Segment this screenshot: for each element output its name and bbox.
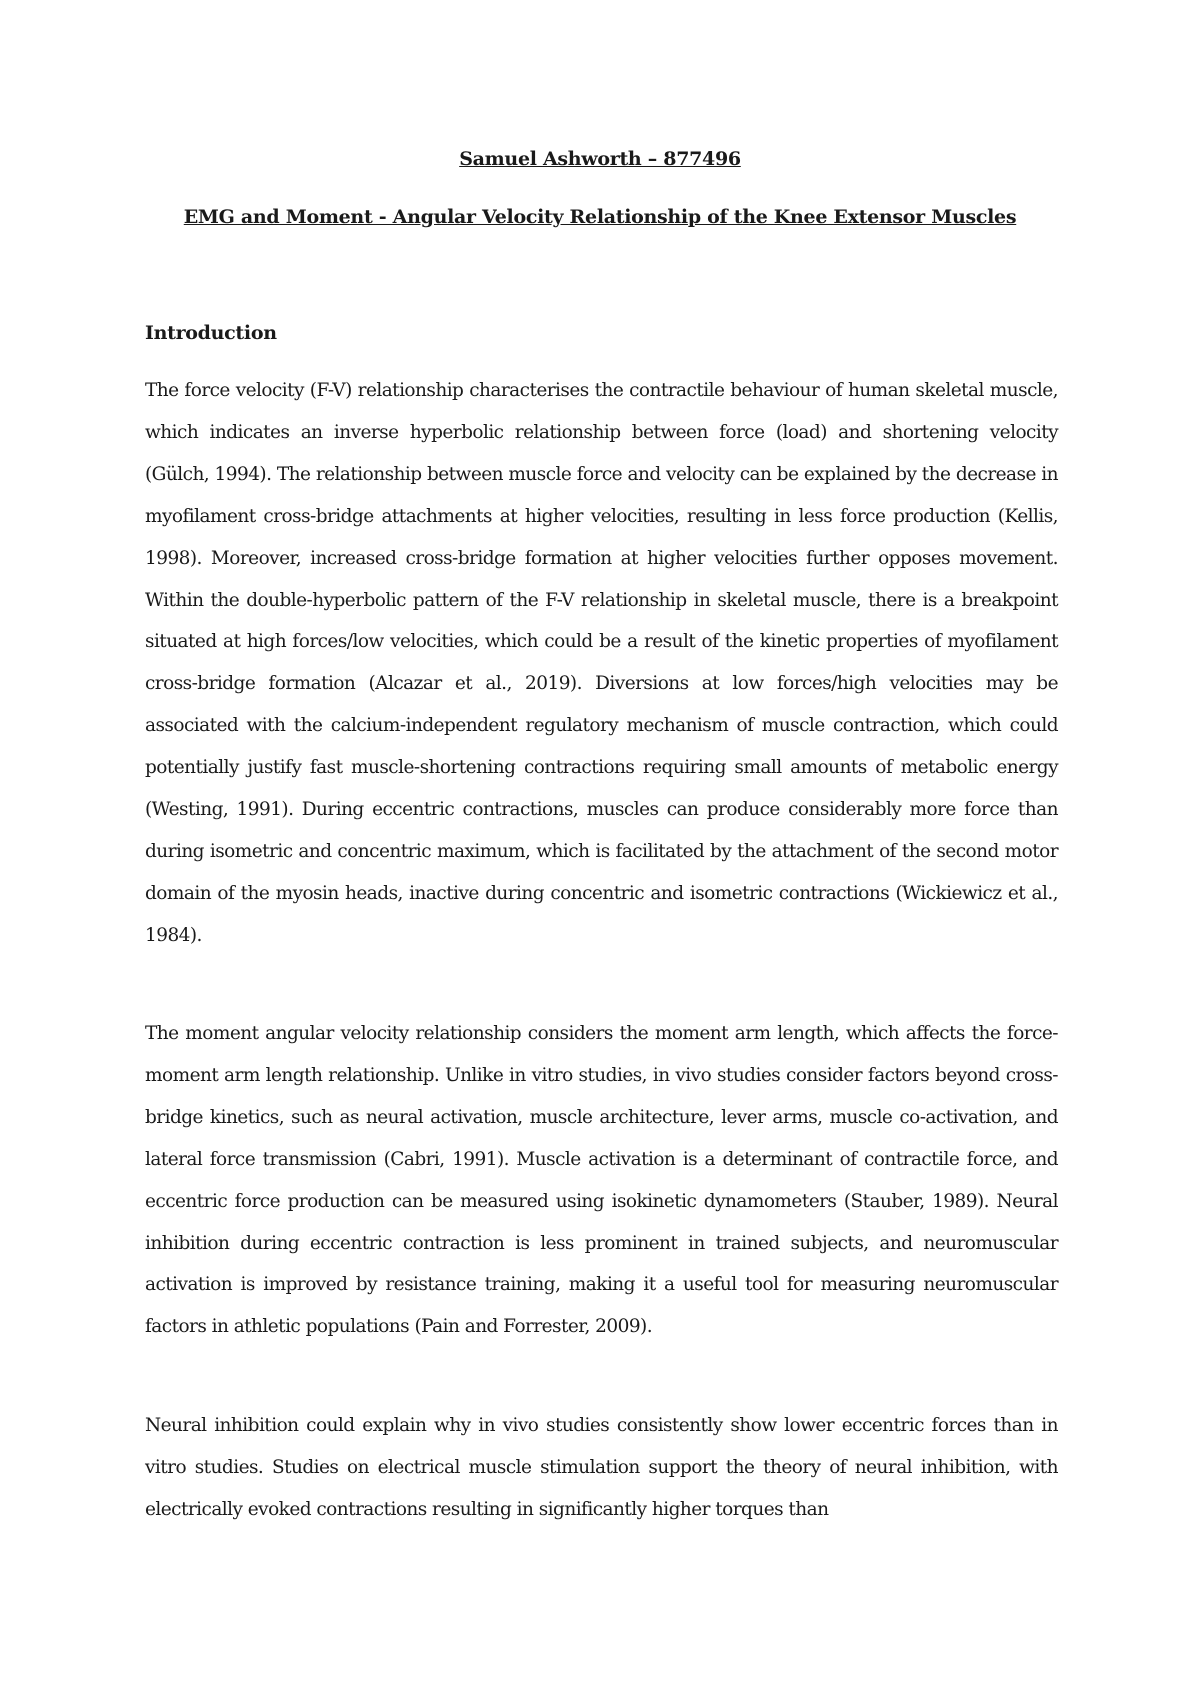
author-line: Samuel Ashworth – 877496 bbox=[459, 148, 741, 170]
paragraph-3: Neural inhibition could explain why in vivo studies consistently show lower eccentric forces than in vitro studies. Studies on electrical muscle stimulation support the theory of neural inhibition, with electrically evoked contractions resulting in significantly higher torques than bbox=[145, 1415, 1058, 1520]
document-title: EMG and Moment - Angular Velocity Relationship of the Knee Extensor Muscles bbox=[183, 206, 1017, 228]
paragraph-2: The moment angular velocity relationship considers the moment arm length, which affects the force-moment arm length relationship. Unlike in vitro studies, in vivo studies consider factors beyond cross-bridge kinetics, such as neural activation, muscle architecture, lever arms, muscle co-activation, and lateral force transmission (Cabri, 1991). Muscle activation is a determinant of contractile force, and eccentric force production can be measured using isokinetic dynamometers (Stauber, 1989). Neural inhibition during eccentric contraction is less prominent in trained subjects, and neuromuscular activation is improved by resistance training, making it a useful tool for measuring neuromuscular factors in athletic populations (Pain and Forrester, 2009). bbox=[145, 1023, 1058, 1338]
paragraph-1: The force velocity (F-V) relationship characterises the contractile behaviour of human skeletal muscle, which indicates an inverse hyperbolic relationship between force (load) and shortening velocity (Gülch, 1994). The relationship between muscle force and velocity can be explained by the decrease in myofilament cross-bridge attachments at higher velocities, resulting in less force production (Kellis, 1998). Moreover, increased cross-bridge formation at higher velocities further opposes movement. Within the double-hyperbolic pattern of the F-V relationship in skeletal muscle, there is a breakpoint situated at high forces/low velocities, which could be a result of the kinetic properties of myofilament cross-bridge formation (Alcazar et al., 2019). Diversions at low forces/high velocities may be associated with the calcium-independent regulatory mechanism of muscle contraction, which could potentially justify fast muscle-shortening contractions requiring small amounts of metabolic energy (Westing, 1991). During eccentric contractions, muscles can produce considerably more force than during isometric and concentric maximum, which is facilitated by the attachment of the second motor domain of the myosin heads, inactive during concentric and isometric contractions (Wickiewicz et al., 1984). bbox=[145, 380, 1058, 946]
section-heading-introduction: Introduction bbox=[145, 322, 277, 344]
